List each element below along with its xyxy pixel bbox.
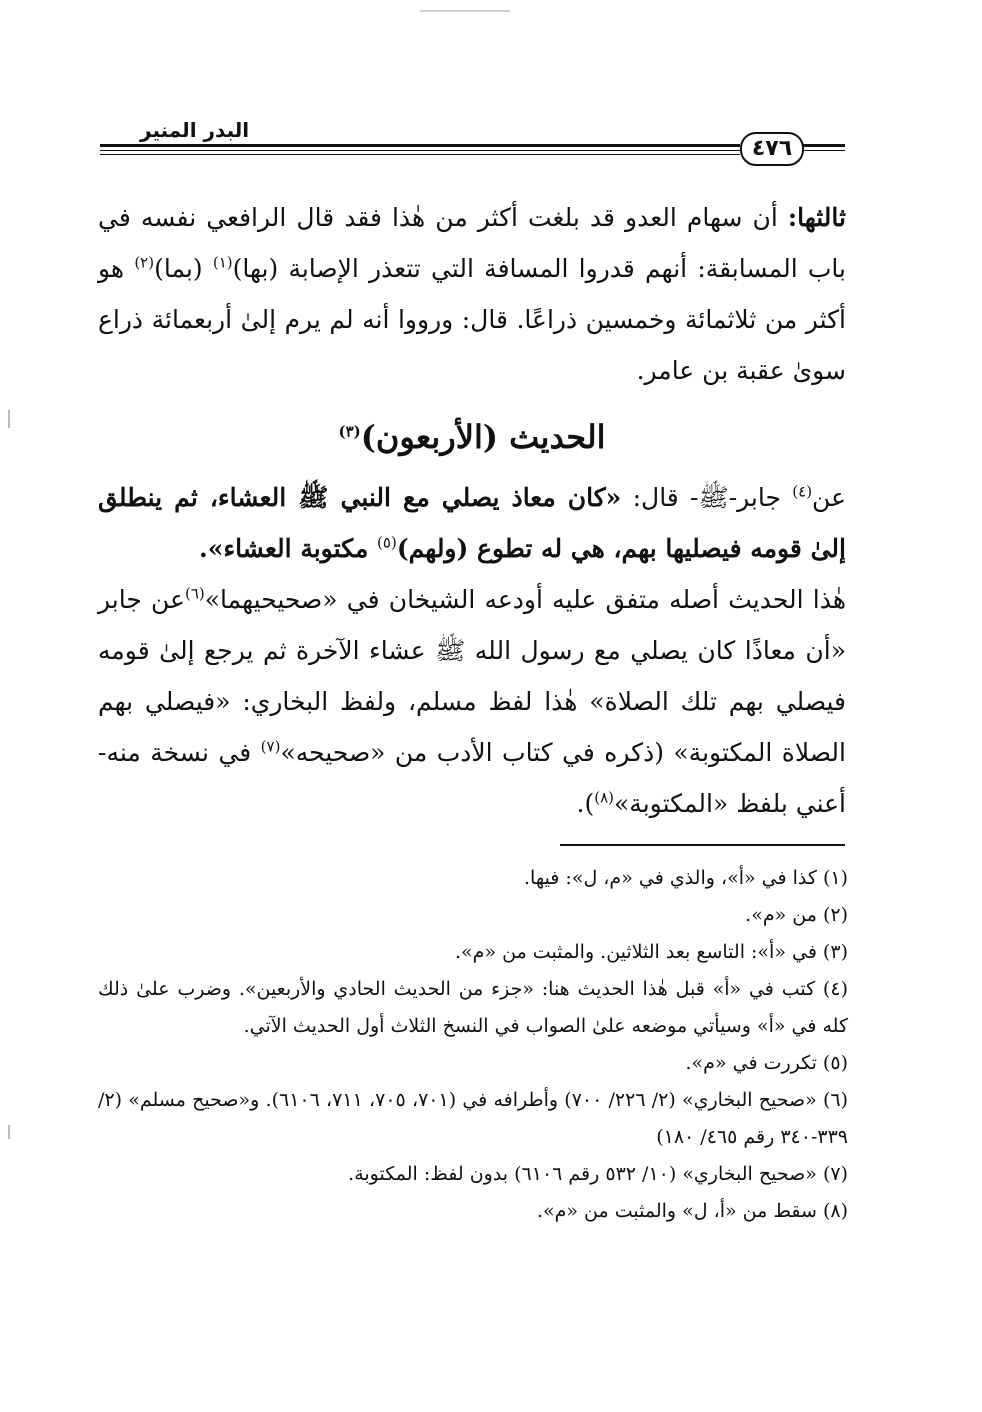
- paragraph-text: (بما): [154, 254, 213, 283]
- heading-text: الحديث (الأربعون): [360, 418, 606, 456]
- footnote-3: (٣) في «أ»: التاسع بعد الثلاثين. والمثبت من «م».: [455, 941, 848, 963]
- hadith-text: مكتوبة العشاء».: [198, 534, 378, 563]
- footnote-7: (٧) «صحيح البخاري» (١٠/ ٥٣٢ رقم ٦١٠٦) بدون لفظ: المكتوبة.: [348, 1163, 848, 1185]
- hadith-text: «كان معاذ يصلي مع النبي ﷺ العشاء، ثم ينطلق إلىٰ قومه فيصليها بهم، هي له تطوع (ولهم): [98, 483, 846, 563]
- footnote-1: (١) كذا في «أ»، والذي في «م، ل»: فيها.: [523, 867, 848, 889]
- paragraph-text: عن جابر «أن معاذًا كان يصلي مع رسول الله ﷺ عشاء الآخرة ثم يرجع إلىٰ قومه فيصلي بهم تلك الصلاة» هٰذا لفظ مسلم، ولفظ البخاري: «فيصلي بهم الصلاة المكتوبة» (ذكره في كتاب الأدب من «صحيحه»: [98, 585, 846, 767]
- main-text: [98, 192, 846, 829]
- footnotes: [98, 860, 848, 1230]
- paragraph-text: ).: [576, 789, 595, 818]
- paragraph-text: هو أكثر من ثلاثمائة وخمسين ذراعًا. قال: ورووا أنه لم يرم إلىٰ أربعمائة ذراع سوىٰ عقبة بن عامر.: [98, 254, 846, 385]
- paragraph-text: عن: [812, 483, 846, 512]
- paragraph-lead: ثالثها:: [787, 203, 846, 232]
- footnote-ref: (٦): [184, 584, 205, 603]
- paragraph-3: [98, 574, 846, 829]
- paragraph-1: [98, 192, 846, 396]
- footnote-ref: (٢): [134, 253, 155, 272]
- footnote-2: (٢) من «م».: [745, 904, 848, 926]
- footnote-ref: (٤): [792, 482, 813, 501]
- paragraph-text: هٰذا الحديث أصله متفق عليه أودعه الشيخان في «صحيحيهما»: [204, 585, 847, 614]
- footnote-8: (٨) سقط من «أ، ل» والمثبت من «م».: [536, 1200, 848, 1222]
- footnote-6: (٦) «صحيح البخاري» (٢/ ٢٢٦/ ٧٠٠) وأطرافه في (٧٠١، ٧٠٥، ٧١١، ٦١٠٦). و«صحيح مسلم» (٢/ ٣٣٩-٣٤٠ رقم ٤٦٥/ ١٨٠): [98, 1089, 848, 1148]
- footnote-5: (٥) تكررت في «م».: [685, 1052, 848, 1074]
- footnote-ref: (٨): [594, 788, 615, 807]
- header-rule: [100, 144, 740, 147]
- footnote-4: (٤) كتب في «أ» قبل هٰذا الحديث هنا: «جزء من الحديث الحادي والأربعين». وضرب علىٰ ذلك كله في «أ» وسيأتي موضعه علىٰ الصواب في النسخ الثلاث أول الحديث الآتي.: [98, 978, 848, 1037]
- header-rule: [100, 150, 740, 151]
- paragraph-text: أن سهام العدو قد بلغت أكثر من هٰذا فقد قال الرافعي نفسه في باب المسابقة: أنهم قدروا المسافة التي تتعذر الإصابة (بها): [98, 203, 847, 283]
- footnote-separator: [560, 844, 845, 846]
- page-header: [100, 118, 845, 164]
- footnote-ref: (٧): [260, 737, 281, 756]
- book-title: البدر المنير: [140, 118, 250, 142]
- header-rule: [100, 154, 740, 155]
- page-number: ٤٧٦: [740, 132, 804, 166]
- footnote-ref: (٥): [377, 533, 397, 552]
- header-rule: [800, 150, 845, 151]
- footnote-ref: (١): [212, 253, 233, 272]
- scan-artifact: [420, 10, 510, 12]
- section-heading: [98, 402, 846, 472]
- paragraph-text: جابر-ﷺ- قال:: [621, 483, 793, 512]
- scan-margin-mark: [8, 410, 10, 428]
- paragraph-text: في نسخة منه- أعني بلفظ «المكتوبة»: [98, 738, 846, 818]
- header-rule: [800, 144, 845, 147]
- scan-margin-mark: [8, 1125, 10, 1139]
- paragraph-2: [98, 472, 846, 574]
- footnote-ref: (٣): [338, 422, 361, 441]
